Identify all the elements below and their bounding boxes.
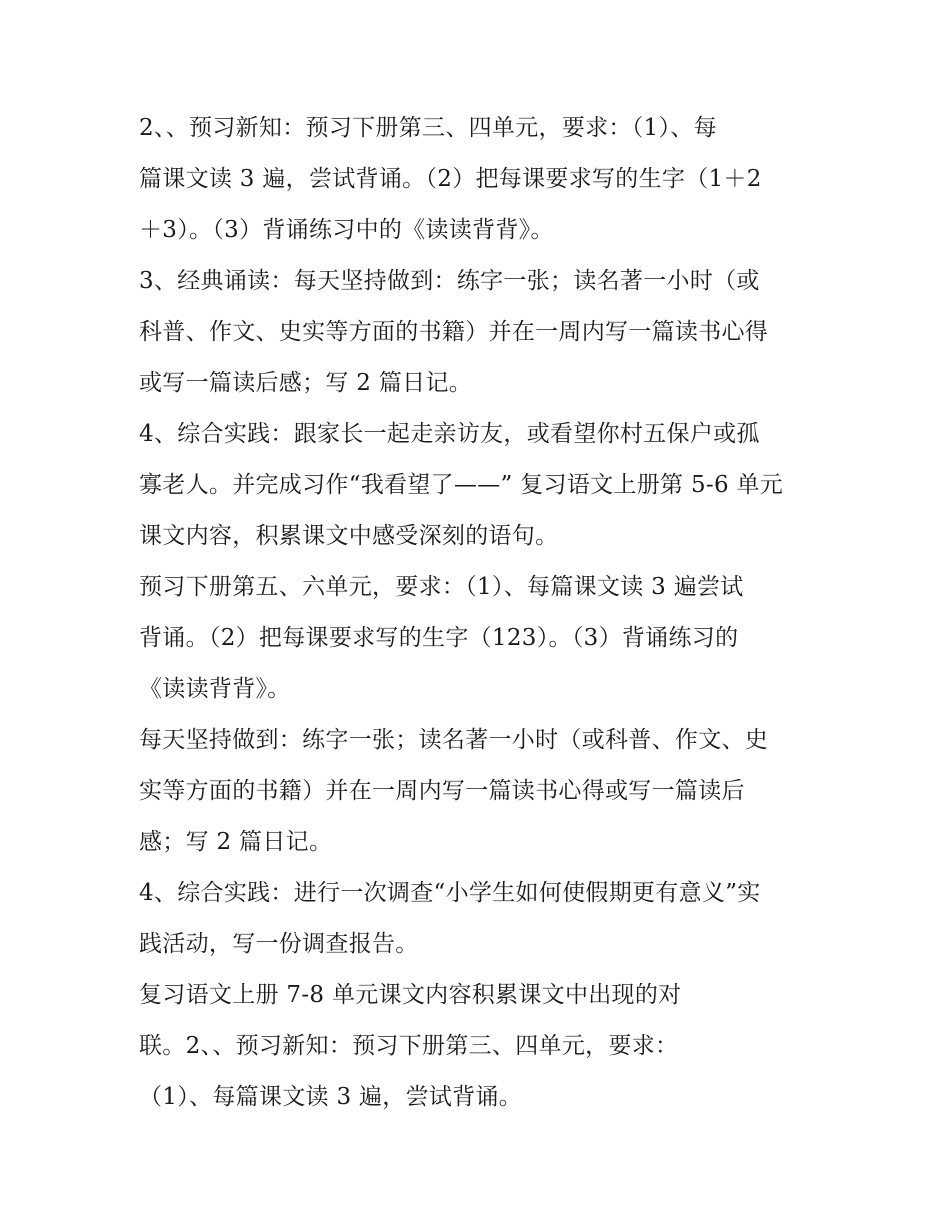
text-line: 复习语文上册 7-8 单元课文内容积累课文中出现的对 [139, 982, 682, 1008]
text-line: 感；写 2 篇日记。 [139, 829, 333, 855]
text-line: 或写一篇读后感；写 2 篇日记。 [139, 370, 473, 396]
text-line: 4、综合实践：跟家长一起走亲访友，或看望你村五保户或孤 [139, 421, 760, 447]
text-line: 课文内容，积累课文中感受深刻的语句。 [139, 523, 559, 549]
text-line: 联。2、、预习新知：预习下册第三、四单元，要求： [139, 1033, 679, 1059]
text-line: 3、经典诵读：每天坚持做到：练字一张；读名著一小时（或 [139, 268, 760, 294]
text-line: 实等方面的书籍）并在一周内写一篇读书心得或写一篇读后 [139, 778, 745, 804]
text-line: 践活动，写一份调查报告。 [139, 931, 419, 957]
text-line: （1）、每篇课文读 3 遍，尝试背诵。 [139, 1084, 523, 1110]
text-line: 预习下册第五、六单元，要求：（1）、每篇课文读 3 遍尝试 [139, 574, 744, 600]
text-line: ＋3）。（3）背诵练习中的《读读背背》。 [139, 217, 554, 243]
text-line: 科普、作文、史实等方面的书籍）并在一周内写一篇读书心得 [139, 319, 769, 345]
document-body [139, 103, 829, 1123]
text-line: 4、综合实践：进行一次调查“小学生如何使假期更有意义”实 [139, 880, 761, 906]
text-line: 寡老人。并完成习作“我看望了——” 复习语文上册第 5-6 单元 [139, 472, 784, 498]
text-line: 《读读背背》。 [139, 676, 291, 702]
text-line: 2、、预习新知：预习下册第三、四单元，要求：（1）、每 [139, 115, 717, 141]
text-line: 篇课文读 3 遍，尝试背诵。（2）把每课要求写的生字（1＋2 [139, 166, 762, 192]
text-line: 每天坚持做到：练字一张；读名著一小时（或科普、作文、史 [139, 727, 769, 753]
text-line: 背诵。（2）把每课要求写的生字（123）。（3）背诵练习的 [139, 625, 739, 651]
